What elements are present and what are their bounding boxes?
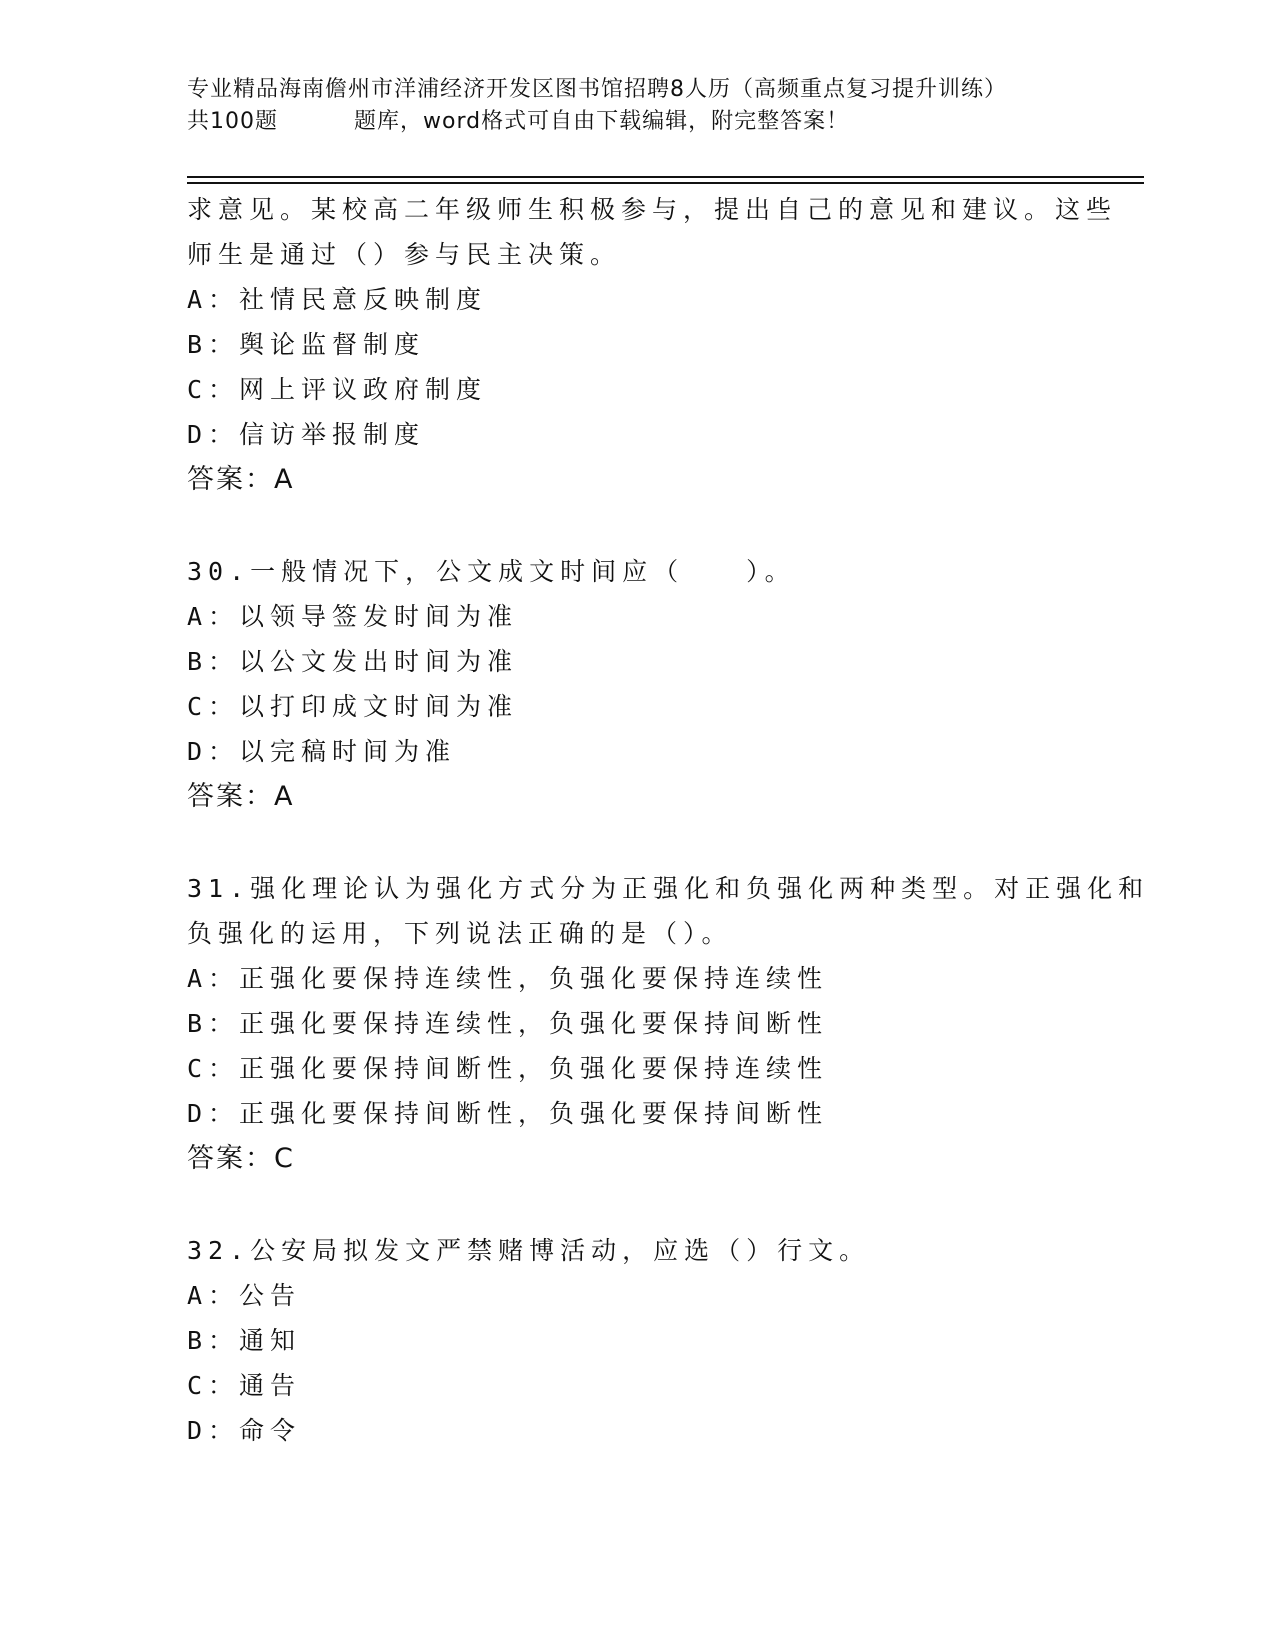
option-c: C：以打印成文时间为准 — [187, 692, 519, 721]
option-b: B：正强化要保持连续性，负强化要保持间断性 — [187, 1009, 829, 1038]
question-32 — [187, 1228, 1087, 1453]
option-c: C：正强化要保持间断性，负强化要保持连续性 — [187, 1054, 829, 1083]
question-stem-line: 求意见。某校高二年级师生积极参与，提出自己的意见和建议。这些 — [187, 195, 1118, 224]
document-header — [187, 74, 1087, 138]
option-c: C：网上评议政府制度 — [187, 375, 488, 404]
option-a: A：正强化要保持连续性，负强化要保持连续性 — [187, 964, 829, 993]
question-stem-line: 师生是通过（）参与民主决策。 — [187, 240, 622, 269]
question-stem-line: 32.公安局拟发文严禁赌博活动，应选（）行文。 — [187, 1236, 871, 1265]
header-description: 题库，word格式可自由下载编辑，附完整答案！ — [354, 109, 850, 134]
option-d: D：以完稿时间为准 — [187, 737, 457, 766]
question-stem-line: 31.强化理论认为强化方式分为正强化和负强化两种类型。对正强化和 — [187, 874, 1150, 903]
header-divider-bottom — [187, 182, 1144, 184]
option-b: B：通知 — [187, 1326, 302, 1355]
header-title-line: 专业精品海南儋州市洋浦经济开发区图书馆招聘8人历（高频重点复习提升训练） — [187, 77, 1007, 102]
question-continued — [187, 187, 1118, 502]
question-stem-line: 30.一般情况下，公文成文时间应（ ）。 — [187, 557, 796, 586]
option-b: B：舆论监督制度 — [187, 330, 426, 359]
option-a: A：以领导签发时间为准 — [187, 602, 519, 631]
option-d: D：命令 — [187, 1416, 302, 1445]
option-a: A：社情民意反映制度 — [187, 285, 488, 314]
option-d: D：信访举报制度 — [187, 420, 426, 449]
question-30 — [187, 549, 1087, 819]
answer-line: 答案：A — [187, 781, 295, 812]
answer-line: 答案：C — [187, 1143, 295, 1174]
question-stem-line: 负强化的运用，下列说法正确的是（）。 — [187, 919, 733, 948]
option-b: B：以公文发出时间为准 — [187, 647, 519, 676]
option-d: D：正强化要保持间断性，负强化要保持间断性 — [187, 1099, 829, 1128]
option-c: C：通告 — [187, 1371, 302, 1400]
question-list — [187, 187, 1150, 1453]
option-a: A：公告 — [187, 1281, 302, 1310]
question-31 — [187, 866, 1150, 1181]
answer-line: 答案：A — [187, 464, 295, 495]
header-count: 共100题 — [187, 109, 278, 134]
header-subtitle-line — [187, 106, 1087, 138]
header-divider-top — [187, 176, 1144, 178]
